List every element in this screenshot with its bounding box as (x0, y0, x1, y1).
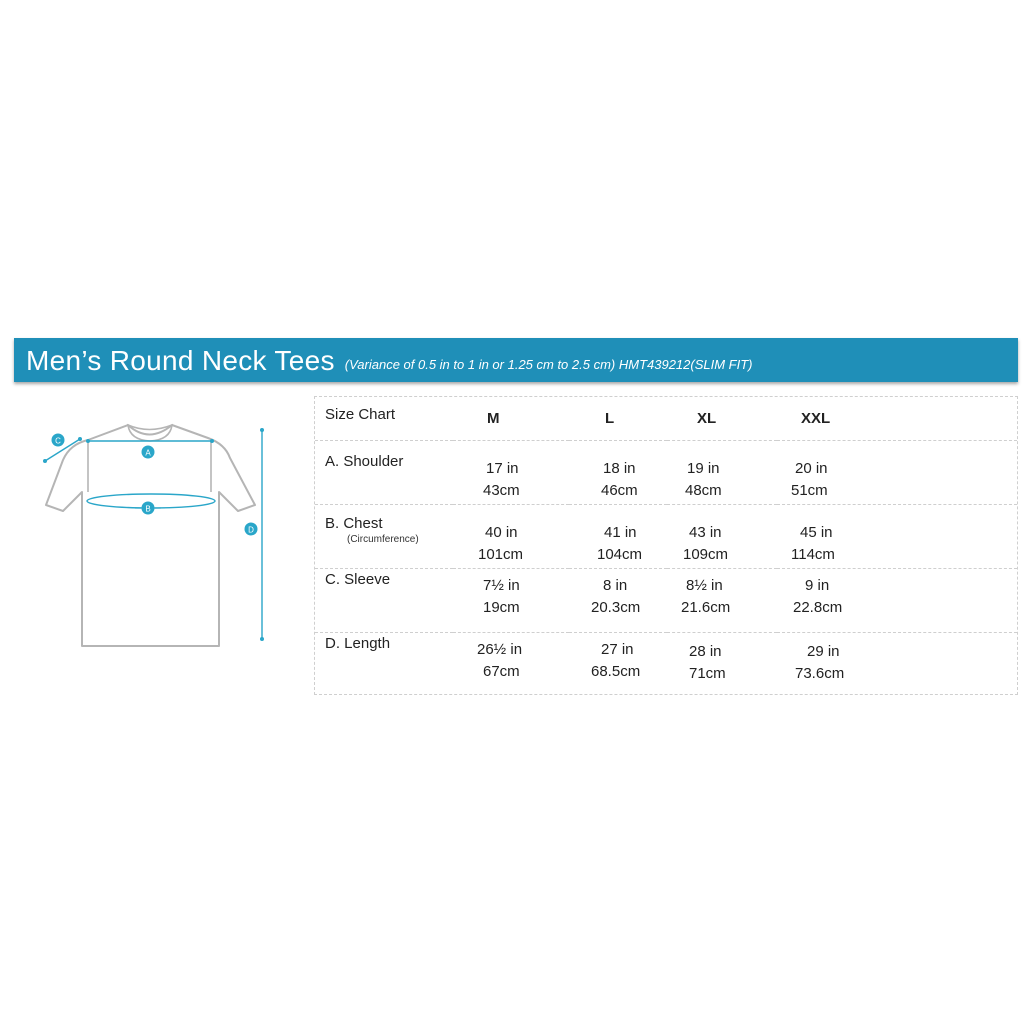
value-cm: 68.5cm (591, 662, 641, 680)
size-header-l (569, 397, 667, 440)
table-cell (569, 440, 667, 504)
page-title: Men’s Round Neck Tees (26, 345, 335, 376)
row-label: C. Sleeve (325, 570, 391, 588)
marker-a-label: A (145, 448, 151, 458)
table-cell (569, 504, 667, 568)
value-cm: 21.6cm (681, 598, 731, 616)
table-cell (667, 504, 777, 568)
value-cm: 20.3cm (591, 598, 641, 616)
value-cm: 109cm (683, 545, 729, 563)
value-in: 8 in (603, 576, 628, 594)
size-header-xxl (777, 397, 1017, 440)
length-end-dot (260, 428, 264, 432)
table-cell (453, 568, 569, 632)
collar-outline (128, 425, 172, 441)
value-in: 18 in (603, 459, 636, 477)
tshirt-diagram (30, 410, 280, 660)
value-in: 41 in (604, 523, 637, 541)
table-cell (453, 504, 569, 568)
value-in: 29 in (807, 642, 840, 660)
value-in: 8½ in (686, 576, 723, 594)
shoulder-end-dot (86, 439, 90, 443)
table-header-row (315, 397, 1017, 440)
value-in: 26½ in (477, 640, 523, 658)
value-in: 20 in (795, 459, 828, 477)
value-cm: 22.8cm (793, 598, 843, 616)
table-cell (777, 568, 1017, 632)
table-cell (667, 568, 777, 632)
value-cm: 46cm (601, 481, 638, 499)
row-label-cell (315, 568, 453, 632)
value-cm: 101cm (478, 545, 524, 563)
table-corner-cell (315, 397, 453, 440)
marker-c-label: C (55, 436, 61, 446)
value-cm: 104cm (597, 545, 643, 563)
marker-b-label: B (145, 504, 151, 514)
row-sublabel: (Circumference) (347, 533, 419, 545)
value-in: 43 in (689, 523, 722, 541)
value-cm: 48cm (685, 481, 722, 499)
value-cm: 114cm (791, 545, 835, 563)
size-header-xl (667, 397, 777, 440)
value-cm: 43cm (483, 481, 520, 499)
shoulder-end-dot (210, 439, 214, 443)
value-cm: 73.6cm (795, 664, 845, 682)
value-in: 7½ in (483, 576, 520, 594)
table-cell (777, 440, 1017, 504)
value-cm: 51cm (791, 481, 828, 499)
value-cm: 67cm (483, 662, 520, 680)
row-label: D. Length (325, 634, 391, 652)
marker-d-label: D (248, 525, 254, 535)
table-cell (569, 632, 667, 696)
value-cm: 71cm (689, 664, 726, 682)
size-label-xxl: XXL (801, 410, 831, 427)
row-label-cell (315, 632, 453, 696)
row-label-cell (315, 504, 453, 568)
row-label-cell (315, 440, 453, 504)
table-cell (667, 440, 777, 504)
table-cell (777, 632, 1017, 696)
table-cell (569, 568, 667, 632)
size-label-m: M (487, 410, 500, 427)
sleeve-end-dot (78, 437, 82, 441)
table-row (315, 568, 1017, 632)
value-in: 45 in (800, 523, 833, 541)
value-in: 27 in (601, 640, 634, 658)
value-cm: 19cm (483, 598, 520, 616)
value-in: 40 in (485, 523, 518, 541)
table-cell (453, 440, 569, 504)
tshirt-outline (46, 425, 255, 646)
size-chart-label: Size Chart (325, 406, 396, 423)
table-row (315, 504, 1017, 568)
sleeve-end-dot (43, 459, 47, 463)
title-banner (14, 338, 1018, 382)
value-in: 17 in (486, 459, 519, 477)
value-in: 9 in (805, 576, 830, 594)
row-label: A. Shoulder (325, 452, 404, 470)
table-row (315, 440, 1017, 504)
table-cell (453, 632, 569, 696)
table-cell (777, 504, 1017, 568)
length-end-dot (260, 637, 264, 641)
size-chart (314, 396, 1018, 695)
table-row (315, 632, 1017, 696)
size-label-xl: XL (697, 410, 717, 427)
row-label: B. Chest (325, 514, 383, 532)
size-label-l: L (605, 410, 615, 427)
value-in: 19 in (687, 459, 720, 477)
table-cell (667, 632, 777, 696)
value-in: 28 in (689, 642, 722, 660)
size-table (315, 397, 1017, 696)
page-subtitle: (Variance of 0.5 in to 1 in or 1.25 cm to 2.5 cm) HMT439212(SLIM FIT) (344, 357, 753, 372)
size-header-m (453, 397, 569, 440)
